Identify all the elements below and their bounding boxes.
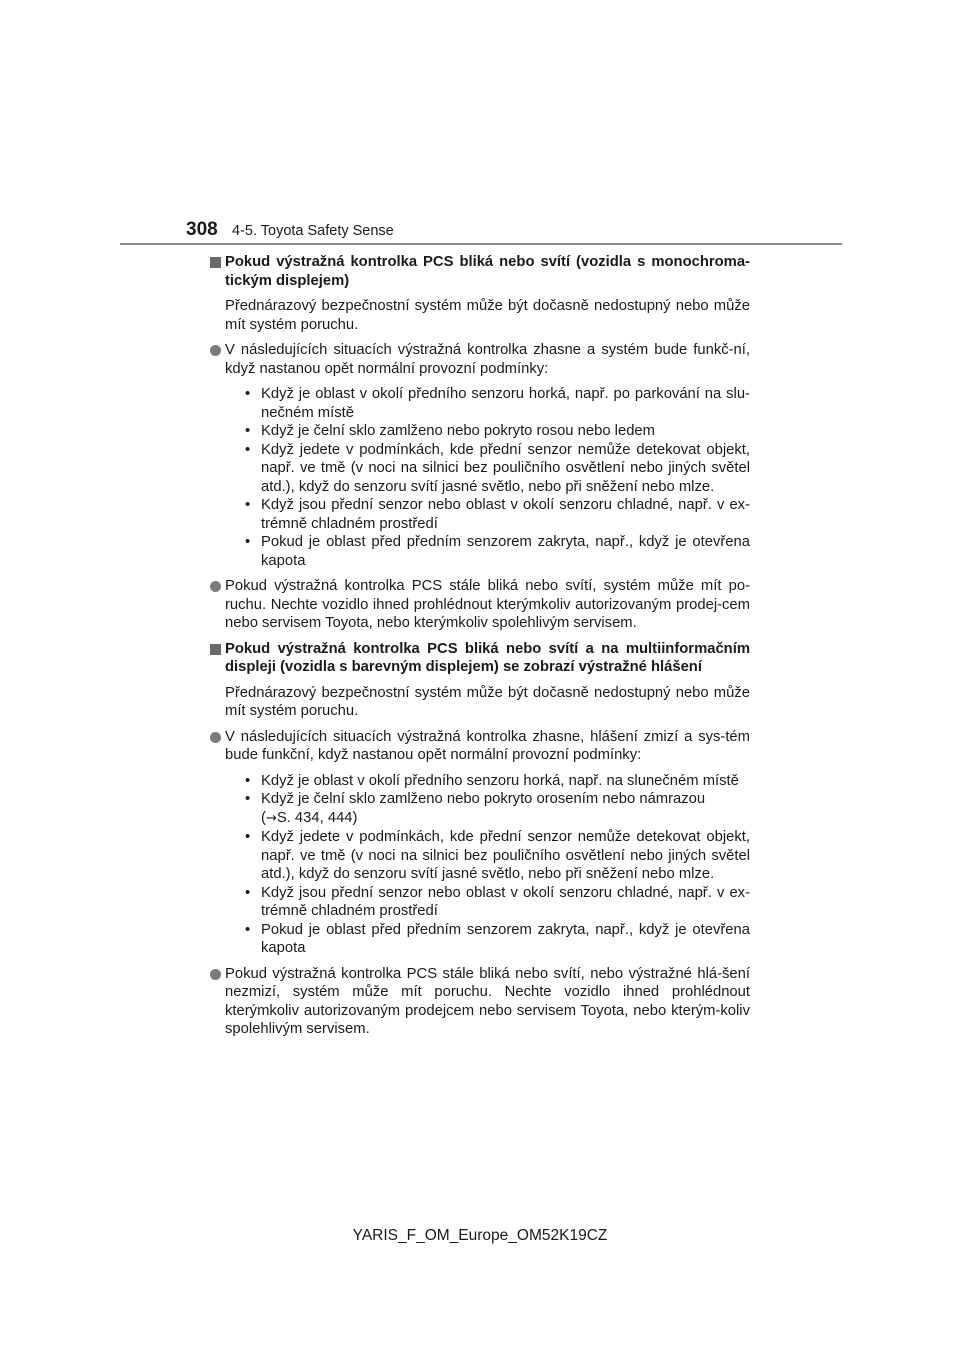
list-item: • Pokud je oblast před předním senzorem zakryta, např., když je otevřena kapota — [245, 921, 750, 956]
page-content — [210, 253, 750, 1046]
point-item — [210, 728, 750, 958]
list-item: • Když je čelní sklo zamlženo nebo pokryto orosením nebo námrazou (→S. 434, 444) — [245, 791, 706, 826]
section-heading-monochrome — [210, 253, 750, 290]
section-title: 4-5. Toyota Safety Sense — [232, 223, 394, 239]
point-text: V následujících situacích výstražná kontrolka zhasne, hlášení zmizí a sys-tém bude funkční, když nastanou opět normální provozní podmínky: — [225, 728, 750, 763]
page-header — [0, 0, 960, 250]
section-heading-color-display — [210, 640, 750, 677]
list-item: • Když jsou přední senzor nebo oblast v okolí senzoru chladné, např. v ex-trémně chladném prostředí — [245, 884, 750, 919]
arrow-right-icon: → — [265, 810, 277, 826]
list-item: • Když je čelní sklo zamlženo nebo pokryto rosou nebo ledem — [245, 423, 655, 439]
list-item: • Když jsou přední senzor nebo oblast v okolí senzoru chladné, např. v ex-trémně chladném prostředí — [245, 497, 750, 532]
list-item: • Když je oblast v okolí předního senzoru horká, např. po parkování na slu-nečném místě — [245, 386, 750, 421]
list-item: • Pokud je oblast před předním senzorem zakryta, např., když je otevřena kapota — [245, 534, 750, 569]
point-item — [210, 577, 750, 633]
circle-bullet-icon — [210, 732, 221, 743]
document-code: YARIS_F_OM_Europe_OM52K19CZ — [352, 1227, 608, 1244]
heading-text: Pokud výstražná kontrolka PCS bliká nebo svítí (vozidla s monochroma-tickým displejem) — [225, 254, 750, 289]
square-bullet-icon — [210, 257, 221, 268]
point-item — [210, 965, 750, 1039]
point-text: Pokud výstražná kontrolka PCS stále bliká nebo svítí, nebo výstražné hlá-šení nezmizí, systém může mít poruchu. Nechte vozidlo ihned prohlédnout kterýmkoliv autorizovaným prodejcem nebo servisem Toyota, nebo kterým-koliv spolehlivým servisem. — [225, 965, 750, 1037]
circle-bullet-icon — [210, 581, 221, 592]
bullet-list — [245, 385, 750, 570]
point-text: Pokud výstražná kontrolka PCS stále bliká nebo svítí, systém může mít po-ruchu. Nechte vozidlo ihned prohlédnout kterýmkoliv autorizovaným prodej-cem nebo servisem Toyota, nebo kterýmkoliv spolehlivým servisem. — [225, 578, 750, 631]
page-reference: S. 434, 444) — [276, 809, 358, 826]
page-number: 308 — [186, 219, 218, 240]
bullet-list — [245, 772, 750, 958]
intro-paragraph: Přednárazový bezpečnostní systém může být dočasně nedostupný nebo může mít systém poruchu. — [225, 684, 750, 719]
list-item: • Když je oblast v okolí předního senzoru horká, např. na slunečném místě — [245, 772, 739, 789]
circle-bullet-icon — [210, 969, 221, 980]
header-divider — [120, 243, 842, 245]
list-item: • Když jedete v podmínkách, kde přední senzor nemůže detekovat objekt, např. ve tmě (v noci na silnici bez pouličního osvětlení nebo jiných světel atd.), když do senzoru svítí jasné světlo, nebo při sněžení nebo mlze. — [245, 441, 750, 495]
intro-paragraph: Přednárazový bezpečnostní systém může být dočasně nedostupný nebo může mít systém poruchu. — [225, 298, 750, 333]
point-text: V následujících situacích výstražná kontrolka zhasne a systém bude funkč-ní, když nastanou opět normální provozní podmínky: — [225, 342, 750, 377]
heading-text: Pokud výstražná kontrolka PCS bliká nebo svítí a na multiinformačním displeji (vozidla s barevným displejem) se zobrazí výstražné hlášení — [225, 640, 750, 675]
point-item — [210, 341, 750, 570]
square-bullet-icon — [210, 644, 221, 655]
circle-bullet-icon — [210, 345, 221, 356]
list-item: • Když jedete v podmínkách, kde přední senzor nemůže detekovat objekt, např. ve tmě (v noci na silnici bez pouličního osvětlení nebo jiných světel atd.), když do senzoru svítí jasné světlo, nebo při sněžení nebo mlze. — [245, 829, 750, 882]
